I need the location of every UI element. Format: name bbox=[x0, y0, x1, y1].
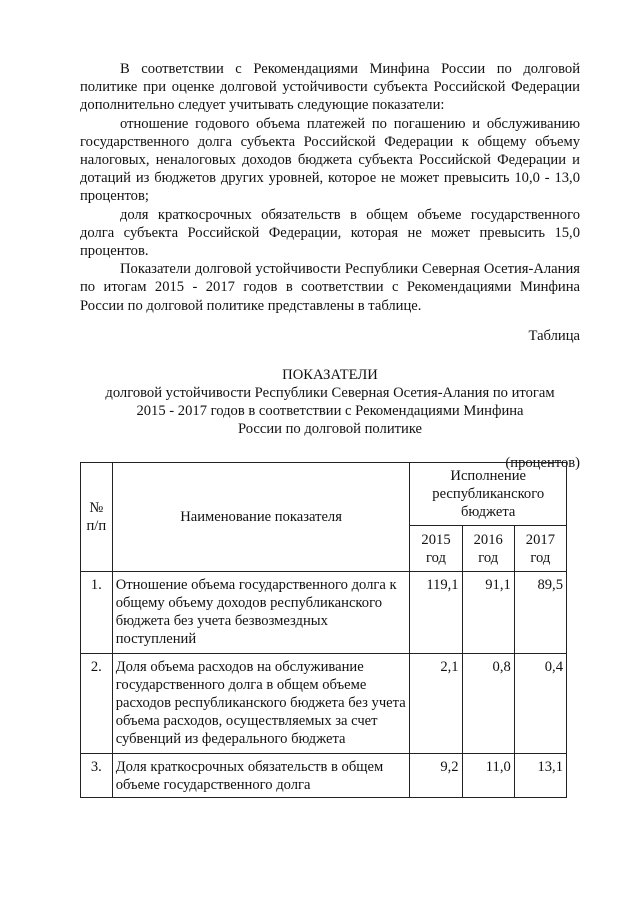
row-value-2017: 0,4 bbox=[514, 654, 566, 754]
row-value-2016: 11,0 bbox=[462, 754, 514, 798]
row-number: 1. bbox=[81, 572, 113, 654]
header-year-2016: 2016 год bbox=[462, 526, 514, 572]
header-execution: Исполнение республиканского бюджета bbox=[410, 463, 567, 526]
document-body bbox=[80, 60, 580, 472]
row-value-2017: 13,1 bbox=[514, 754, 566, 798]
units-note: (процентов) bbox=[505, 454, 580, 471]
row-indicator-name: Доля краткосрочных обязательств в общем объеме государственного долга bbox=[112, 754, 410, 798]
paragraph-indicator-1: отношение годового объема платежей по погашению и обслуживанию государственного долга субъекта Российской Федерации к общему объему налоговых, неналоговых доходов бюджета субъекта Российской Федерации и дотаций из бюджетов других уровней, которое не может превысить 10,0 - 13,0 процентов; bbox=[80, 115, 580, 205]
title-line-1: долговой устойчивости Республики Северная Осетия-Алания по итогам bbox=[105, 385, 555, 402]
table-row bbox=[81, 654, 567, 754]
row-value-2016: 0,8 bbox=[462, 654, 514, 754]
row-indicator-name: Отношение объема государственного долга к общему объему доходов республиканского бюджета без учета безвозмездных поступлений bbox=[112, 572, 410, 654]
paragraph-summary: Показатели долговой устойчивости Республики Северная Осетия-Алания по итогам 2015 - 2017 годов в соответствии с Рекомендациями Минфина России по долговой политике представлены в таблице. bbox=[80, 261, 580, 314]
paragraph-intro: В соответствии с Рекомендациями Минфина России по долговой политике при оценке долговой устойчивости субъекта Российской Федерации дополнительно следует учитывать следующие показатели: bbox=[80, 61, 580, 114]
row-value-2015: 119,1 bbox=[410, 572, 462, 654]
table-row bbox=[81, 572, 567, 654]
table-title bbox=[80, 366, 580, 439]
header-name: Наименование показателя bbox=[112, 463, 410, 572]
title-line-3: России по долговой политике bbox=[237, 421, 423, 438]
header-year-2015: 2015 год bbox=[410, 526, 462, 572]
table-row bbox=[81, 754, 567, 798]
title-line-2: 2015 - 2017 годов в соответствии с Рекомендациями Минфина bbox=[136, 403, 524, 420]
row-value-2015: 2,1 bbox=[410, 654, 462, 754]
header-year-2017: 2017 год bbox=[514, 526, 566, 572]
row-value-2015: 9,2 bbox=[410, 754, 462, 798]
title-heading: ПОКАЗАТЕЛИ bbox=[282, 366, 378, 383]
row-value-2016: 91,1 bbox=[462, 572, 514, 654]
indicators-table bbox=[80, 462, 567, 798]
row-value-2017: 89,5 bbox=[514, 572, 566, 654]
paragraph-indicator-2: доля краткосрочных обязательств в общем объеме государственного долга субъекта Российской Федерации, которая не может превысить 15,0 процентов. bbox=[80, 206, 580, 260]
row-number: 2. bbox=[81, 654, 113, 754]
row-indicator-name: Доля объема расходов на обслуживание государственного долга в общем объеме расходов республиканского бюджета без учета объема расходов, осуществляемых за счет субвенций из федерального бюджета bbox=[112, 654, 410, 754]
header-num: № п/п bbox=[81, 463, 113, 572]
table-label: Таблица bbox=[528, 327, 580, 344]
row-number: 3. bbox=[81, 754, 113, 798]
